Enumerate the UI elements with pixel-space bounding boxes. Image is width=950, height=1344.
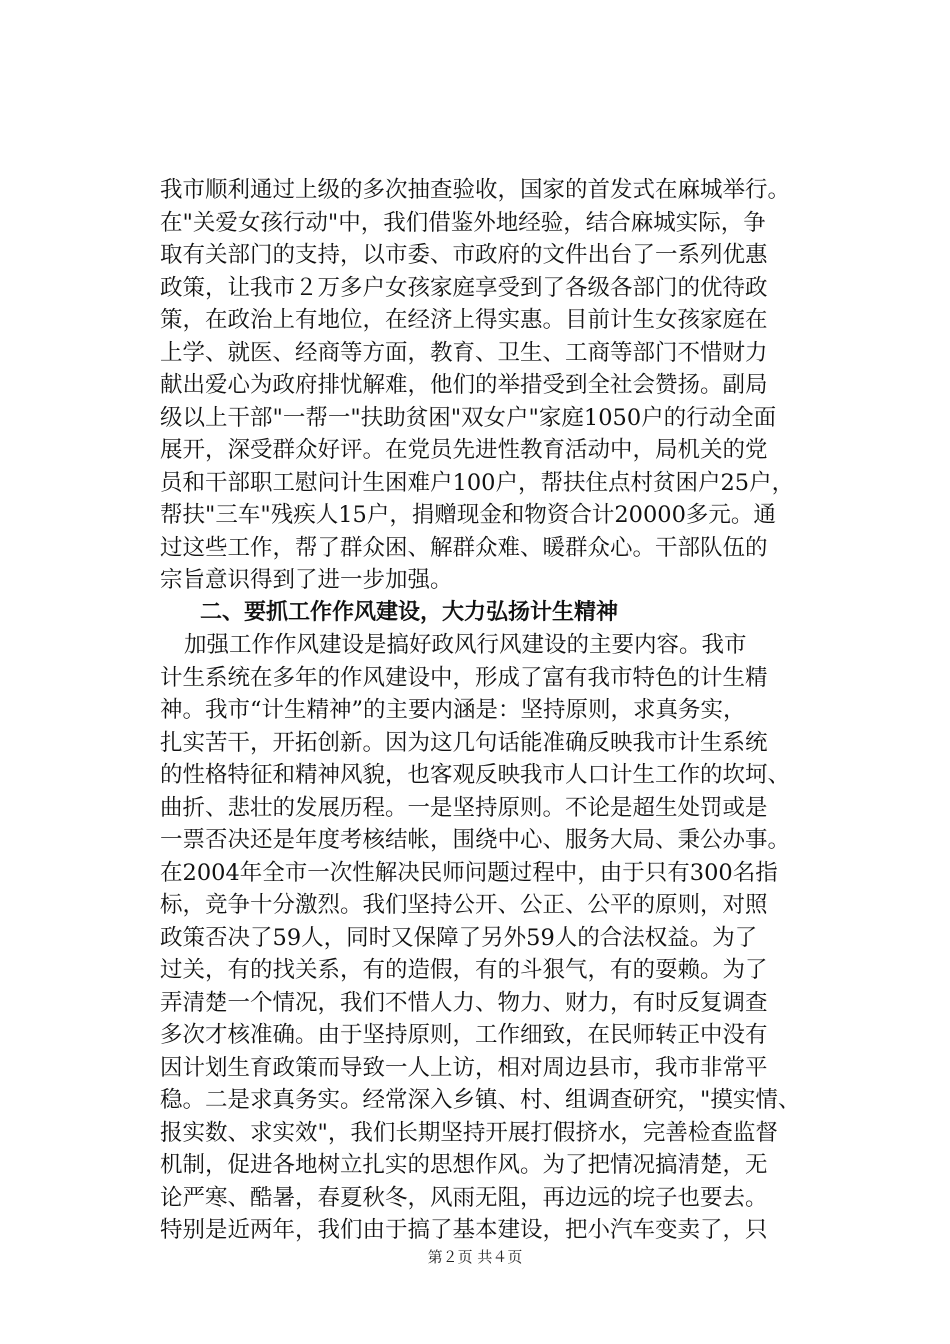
text-line: 曲折、悲壮的发展历程。一是坚持原则。不论是超生处罚或是 [160,794,768,821]
text-line: 稳。二是求真务实。经常深入乡镇、村、组调查研究，"摸实情、 [160,1087,801,1113]
text-line: 多次才核准确。由于坚持原则，工作细致，在民师转正中没有 [160,1022,768,1048]
text-line: 神。我市“计生精神”的主要内涵是：坚持原则，求真务实， [160,697,746,723]
text-line: 献出爱心为政府排忧解难，他们的举措受到全社会赞扬。副局 [160,372,768,398]
text-line: 论严寒、酷暑，春夏秋冬，风雨无阻，再边远的垸子也要去。 [160,1184,768,1211]
text-line: 的性格特征和精神风貌，也客观反映我市人口计生工作的坎坷、 [160,762,791,788]
page-number: 第２页 共４页 [427,1248,523,1266]
text-line: 取有关部门的支持，以市委、市政府的文件出台了一系列优惠 [160,242,768,268]
text-line: 计生系统在多年的作风建设中，形成了富有我市特色的计生精 [160,664,768,691]
text-line: 在2004年全市一次性解决民师问题过程中，由于只有300名指 [160,859,778,886]
text-line: 因计划生育政策而导致一人上访，相对周边县市，我市非常平 [160,1054,768,1081]
body-text [160,174,840,1247]
text-line: 报实数、求实效"，我们长期坚持开展打假挤水，完善检查监督 [160,1119,778,1146]
text-line: 弄清楚一个情况，我们不惜人力、物力、财力，有时反复调查 [160,989,768,1016]
text-line: 政策，让我市２万多户女孩家庭享受到了各级各部门的优待政 [160,274,768,301]
text-line: 策，在政治上有地位，在经济上得实惠。目前计生女孩家庭在 [160,307,768,333]
text-line: 在"关爱女孩行动"中，我们借鉴外地经验，结合麻城实际，争 [160,209,766,236]
section-heading: 二、要抓工作作风建设，大力弘扬计生精神 [200,599,619,625]
text-line: 特别是近两年，我们由于搞了基本建设，把小汽车变卖了，只 [160,1217,768,1243]
text-line: 过这些工作，帮了群众困、解群众难、暖群众心。干部队伍的 [160,534,768,561]
text-line: 上学、就医、经商等方面，教育、卫生、工商等部门不惜财力 [160,339,768,366]
text-line: 机制，促进各地树立扎实的思想作风。为了把情况搞清楚，无 [160,1152,768,1178]
text-line: 加强工作作风建设是搞好政风行风建设的主要内容。我市 [184,632,747,658]
text-line: 政策否决了59人，同时又保障了另外59人的合法权益。为了 [160,924,758,951]
text-line: 展开，深受群众好评。在党员先进性教育活动中，局机关的党 [160,437,768,463]
text-line: 标，竞争十分激烈。我们坚持公开、公正、公平的原则，对照 [160,892,768,918]
text-line: 一票否决还是年度考核结帐，围绕中心、服务大局、秉公办事。 [160,827,791,853]
text-line: 宗旨意识得到了进一步加强。 [160,567,453,593]
text-line: 员和干部职工慰问计生困难户100户，帮扶住点村贫困户25户， [160,469,795,496]
text-line: 我市顺利通过上级的多次抽查验收，国家的首发式在麻城举行。 [160,177,791,203]
text-line: 扎实苦干，开拓创新。因为这几句话能准确反映我市计生系统 [160,729,768,756]
text-line: 过关，有的找关系，有的造假，有的斗狠气，有的耍赖。为了 [160,957,768,983]
text-line: 帮扶"三车"残疾人15户，捐赠现金和物资合计20000多元。通 [160,502,776,528]
text-line: 级以上干部"一帮一"扶助贫困"双女户"家庭1050户的行动全面 [160,404,777,431]
